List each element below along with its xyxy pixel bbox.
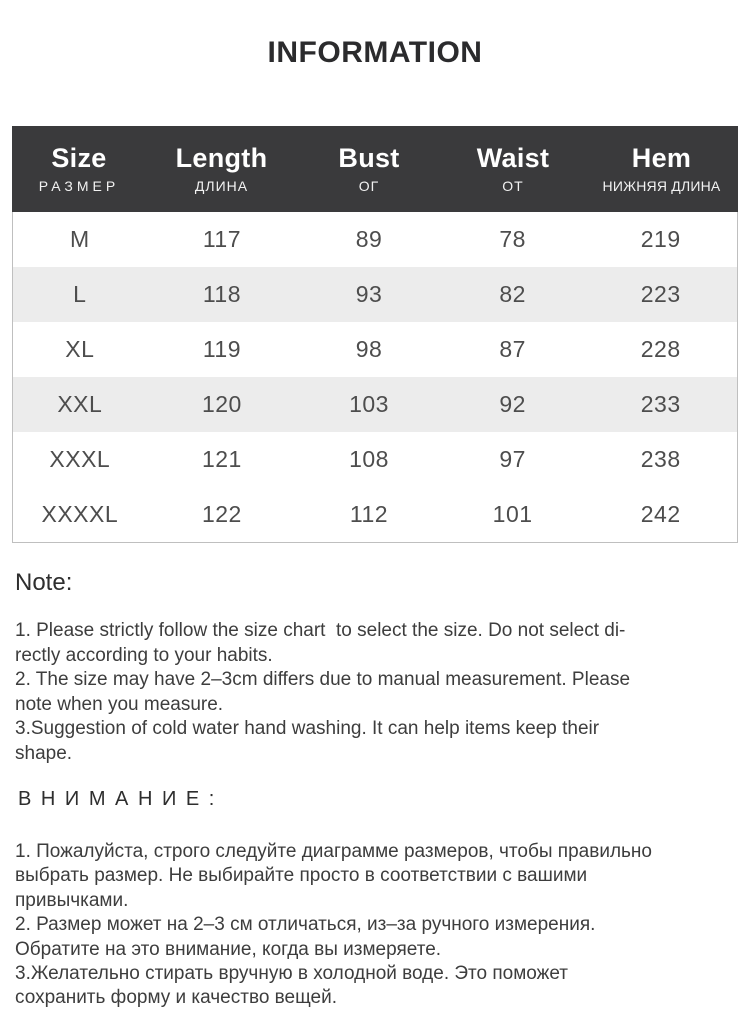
cell-length: 117 (202, 226, 241, 252)
note-line: 3.Suggestion of cold water hand washing. It can help items keep their (15, 718, 600, 740)
cell-size: XXL (57, 391, 103, 417)
size-chart-header-row (12, 126, 738, 212)
cell-size: XXXL (49, 446, 111, 472)
attention-line: Обратите на это внимание, когда вы измеряете. (15, 938, 442, 960)
cell-hem: 223 (640, 281, 681, 307)
column-header-size (12, 141, 146, 197)
cell-waist: 82 (499, 281, 526, 307)
cell-hem: 233 (640, 391, 681, 417)
cell-hem: 228 (640, 336, 681, 362)
cell-length: 119 (202, 336, 241, 362)
note-line: shape. (15, 742, 73, 764)
column-header-hem-ru: НИЖНЯЯ ДЛИНА (602, 178, 721, 194)
column-header-waist-en: Waist (476, 143, 550, 173)
attention-line: 3.Желательно стирать вручную в холодной воде. Это поможет (15, 963, 569, 985)
column-header-size-ru: РАЗМЕР (38, 178, 120, 194)
cell-waist: 101 (492, 501, 533, 527)
cell-size: XL (65, 336, 95, 362)
attention-line: сохранить форму и качество вещей. (15, 987, 337, 1009)
cell-hem: 242 (640, 501, 681, 527)
cell-waist: 87 (499, 336, 526, 362)
cell-length: 120 (201, 391, 242, 417)
note-line: 1. Please strictly follow the size chart to select the size. Do not select di- (15, 620, 626, 641)
cell-bust: 93 (355, 281, 383, 307)
attention-heading: В Н И М А Н И Е : (18, 788, 217, 810)
table-row-xxxxl (13, 487, 737, 542)
table-row-xl (13, 322, 737, 377)
attention-line: привычками. (15, 889, 129, 911)
note-line: 2. The size may have 2–3cm differs due to manual measurement. Please (15, 669, 631, 691)
cell-length: 122 (201, 501, 242, 527)
column-header-size-en: Size (51, 143, 107, 173)
cell-bust: 103 (349, 391, 389, 417)
cell-size: M (69, 226, 90, 252)
column-header-bust-en: Bust (338, 143, 400, 173)
cell-bust: 108 (349, 446, 389, 472)
column-header-waist-ru: ОТ (502, 178, 524, 194)
cell-length: 118 (202, 281, 241, 307)
table-row-l (13, 267, 737, 322)
note-text (15, 619, 735, 767)
cell-waist: 97 (499, 446, 526, 472)
table-row-xxxl (13, 432, 737, 487)
cell-bust: 89 (355, 226, 383, 252)
note-line: note when you measure. (15, 693, 224, 715)
column-header-hem (585, 141, 738, 197)
attention-text (15, 840, 740, 1011)
cell-waist: 78 (499, 226, 526, 252)
cell-hem: 219 (640, 226, 681, 252)
attention-line: выбрать размер. Не выбирайте просто в соответствии с вашими (15, 865, 588, 887)
cell-bust: 98 (355, 336, 383, 362)
cell-size: L (73, 281, 87, 307)
column-header-bust-ru: ОГ (358, 178, 380, 194)
table-row-xxl (13, 377, 737, 432)
cell-size: XXXXL (41, 501, 119, 527)
cell-waist: 92 (499, 391, 526, 417)
column-header-length-ru: ДЛИНА (194, 178, 249, 194)
column-header-bust (297, 141, 441, 197)
attention-line: 1. Пожалуйста, строго следуйте диаграмме размеров, чтобы правильно (15, 841, 652, 862)
note-heading: Note: (15, 569, 73, 596)
note-line: rectly according to your habits. (15, 644, 273, 666)
column-header-length-en: Length (175, 143, 268, 173)
column-header-waist (441, 141, 585, 197)
table-row-m (13, 212, 737, 267)
column-header-length (146, 141, 297, 197)
size-info-page (0, 36, 750, 1036)
cell-bust: 112 (349, 501, 389, 527)
attention-line: 2. Размер может на 2–3 см отличаться, из–за ручного измерения. (15, 914, 596, 936)
cell-hem: 238 (640, 446, 681, 472)
cell-length: 121 (201, 446, 242, 472)
column-header-hem-en: Hem (631, 143, 692, 173)
size-chart-table (12, 126, 738, 543)
page-title: INFORMATION (267, 36, 483, 69)
